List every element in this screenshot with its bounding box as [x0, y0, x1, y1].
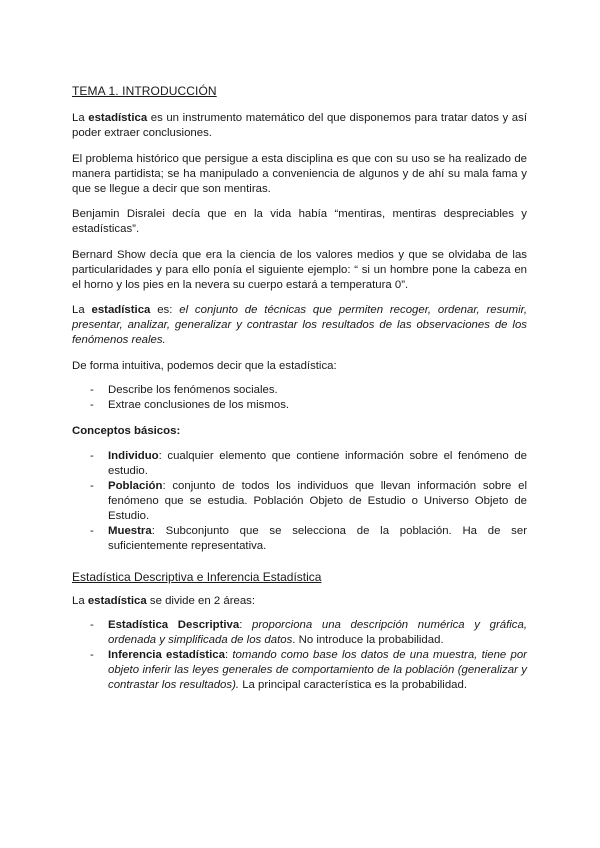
italic-text: tomando como base los datos de una muestra, tiene por objeto inferir las leyes generales de comportamiento de la población (generalizar y contrastar los resultados). [108, 648, 527, 691]
list-item [72, 479, 527, 524]
text: La [72, 304, 92, 316]
list-item [72, 648, 527, 693]
list-item [72, 618, 527, 648]
section-title: Estadística Descriptiva e Inferencia Estadística [72, 569, 322, 584]
text: La [72, 594, 88, 607]
text: : [239, 618, 253, 631]
page-title: TEMA 1. INTRODUCCIÓN [72, 84, 217, 98]
paragraph-areas [72, 594, 527, 609]
paragraph-formal-definition [72, 303, 527, 348]
italic-definition: el conjunto de técnicas que permiten recoger, ordenar, resumir, presentar, analizar, generalizar y contrastar los resultados de las observaciones de los fenómenos reales. [72, 304, 527, 346]
conceptos-list [72, 449, 527, 554]
bold-term: estadística [91, 304, 151, 316]
bold-term: Individuo [108, 449, 159, 462]
list-item: - Extrae conclusiones de los mismos. [72, 398, 527, 413]
list-item: - Describe los fenómenos sociales. [72, 383, 527, 398]
list-item [72, 524, 527, 554]
italic-text: proporciona una descripción numérica y gráfica, ordenada y simplificada de los datos [108, 618, 527, 646]
areas-list [72, 618, 527, 693]
text: es un instrumento matemático del que disponemos para tratar datos y así poder extraer conclusiones. [72, 112, 527, 139]
list-item [72, 449, 527, 479]
text: es: [150, 304, 180, 316]
text: La [72, 112, 89, 124]
text: se divide en 2 áreas: [146, 594, 256, 607]
intuitive-list [72, 383, 527, 413]
text: : [224, 648, 233, 661]
document-page [72, 84, 527, 704]
paragraph-disralei: Benjamin Disralei decía que en la vida había “mentiras, mentiras despreciables y estadísticas”. [72, 208, 527, 235]
paragraph-history: El problema histórico que persigue a esta disciplina es que con su uso se ha realizado de manera partidista; se ha manipulado a conveniencia de algunos y de ahí su mala fama y que se llegue a decir que son mentiras. [72, 152, 527, 195]
text: : cualquier elemento que contiene información sobre el fenómeno de estudio. [108, 449, 527, 477]
text: : Subconjunto que se selecciona de la población. Ha de ser suficientemente representativa. [108, 524, 527, 552]
text: : conjunto de todos los individuos que llevan información sobre el fenómeno que se estudia. Población Objeto de Estudio o Universo Objeto de Estudio. [108, 479, 527, 522]
paragraph-definition [72, 111, 527, 141]
text: . No introduce la probabilidad. [292, 633, 444, 646]
text: La principal característica es la probabilidad. [239, 678, 467, 691]
paragraph-show: Bernard Show decía que era la ciencia de los valores medios y que se olvidaba de las particularidades y para ello ponía el siguiente ejemplo: “ si un hombre pone la cabeza en el horno y los pies en la nevera su cuerpo estará a temperatura 0”. [72, 248, 527, 291]
bold-term: estadística [87, 594, 147, 607]
bold-term: Estadística Descriptiva [108, 618, 240, 631]
bold-term: Población [108, 479, 163, 492]
bold-term: estadística [88, 112, 148, 124]
bold-term: Muestra [108, 524, 152, 537]
bold-term: Inferencia estadística [108, 648, 225, 661]
paragraph-intuitive: De forma intuitiva, podemos decir que la estadística: [72, 359, 337, 372]
subheading-conceptos: Conceptos básicos: [72, 424, 181, 437]
